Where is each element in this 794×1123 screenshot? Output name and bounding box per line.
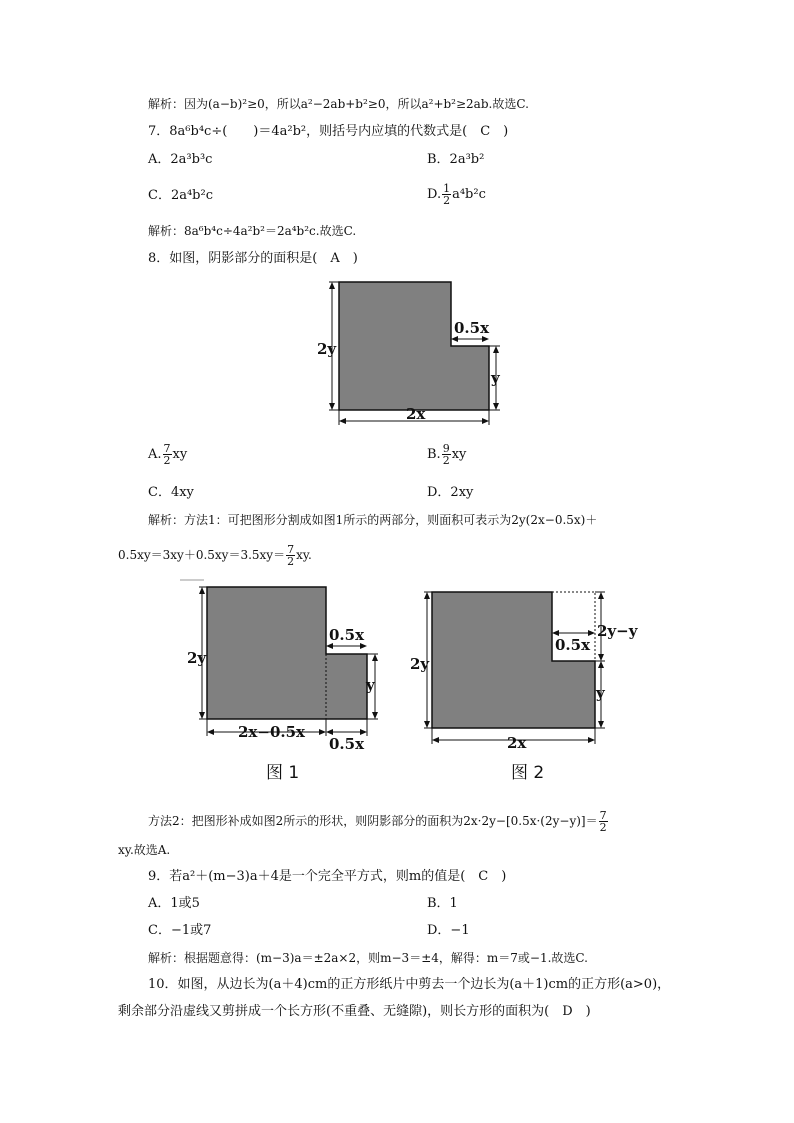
label-y: y (596, 684, 605, 702)
shaded-region (339, 282, 489, 410)
q9-option-d: D．−1 (427, 923, 470, 938)
q8-option-d: D．2xy (427, 485, 474, 500)
solution-6: 解析：因为(a−b)²≥0，所以a²−2ab+b²≥0，所以a²+b²≥2ab.故选C. (148, 97, 529, 111)
label-2x-minus-0.5x: 2x−0.5x (238, 723, 305, 741)
q8-option-a: A. $\frac{7}{2}$ xy (148, 442, 188, 467)
label-0.5x: 0.5x (454, 319, 490, 337)
label-2x: 2x (406, 405, 426, 423)
label-0.5x-bottom: 0.5x (329, 735, 365, 753)
solution-8-method2-end: xy.故选A. (118, 843, 171, 857)
question-10-line2: 剩余部分沿虚线又剪拼成一个长方形(不重叠、无缝隙)，则长方形的面积为( D ) (118, 1004, 591, 1019)
label-2y: 2y (410, 655, 430, 673)
q7-option-b: B．2a³b² (427, 152, 485, 167)
shaded-region (432, 592, 595, 728)
q9-option-a: A．1或5 (148, 896, 200, 911)
q8-option-b: B. $\frac{9}{2}$ xy (427, 442, 467, 467)
label-2y-minus-y: 2y−y (597, 622, 638, 640)
shaded-region (207, 587, 367, 719)
label-2y: 2y (187, 649, 207, 667)
q9-option-c: C．−1或7 (148, 923, 212, 938)
label-2y: 2y (317, 340, 337, 358)
question-8: 8．如图，阴影部分的面积是( A ) (148, 251, 358, 266)
label-0.5x-top: 0.5x (329, 626, 365, 644)
q7-option-a: A．2a³b³c (148, 152, 213, 167)
question-7: 7．8a⁶b⁴c÷( )＝4a²b²，则括号内应填的代数式是( C ) (148, 124, 509, 139)
figure-main (310, 275, 510, 430)
label-2x: 2x (507, 734, 527, 752)
q8-option-c: C．4xy (148, 485, 194, 500)
solution-8-line2: 0.5xy＝3xy＋0.5xy＝3.5xy＝ $\frac{7}{2}$ xy. (118, 543, 312, 568)
label-y: y (366, 676, 375, 694)
figure-1 (180, 578, 380, 783)
q9-option-b: B．1 (427, 896, 458, 911)
caption-figure-2: 图 2 (511, 763, 545, 783)
solution-7: 解析：8a⁶b⁴c÷4a²b²＝2a⁴b²c.故选C. (148, 224, 357, 238)
question-9: 9．若a²＋(m−3)a＋4是一个完全平方式，则m的值是( C ) (148, 869, 507, 884)
figure-2 (405, 580, 650, 783)
caption-figure-1: 图 1 (266, 763, 300, 783)
q7-option-d: D. $\frac{1}{2}$ a⁴b²c (427, 182, 486, 207)
label-0.5x: 0.5x (555, 636, 591, 654)
solution-9: 解析：根据题意得：(m−3)a＝±2a×2，则m−3＝±4，解得：m＝7或−1.故选C. (148, 951, 588, 965)
question-10-line1: 10．如图，从边长为(a＋4)cm的正方形纸片中剪去一个边长为(a＋1)cm的正方形(a>0)， (148, 977, 671, 992)
q7-option-c: C．2a⁴b²c (148, 188, 213, 203)
solution-8-line1: 解析：方法1：可把图形分割成如图1所示的两部分，则面积可表示为2y(2x−0.5x)＋ (148, 513, 598, 527)
solution-8-method2: 方法2：把图形补成如图2所示的形状，则阴影部分的面积为2x·2y−[0.5x·(2y−y)]＝ $\frac{7}{2}$ (148, 809, 607, 834)
label-y: y (491, 369, 500, 387)
